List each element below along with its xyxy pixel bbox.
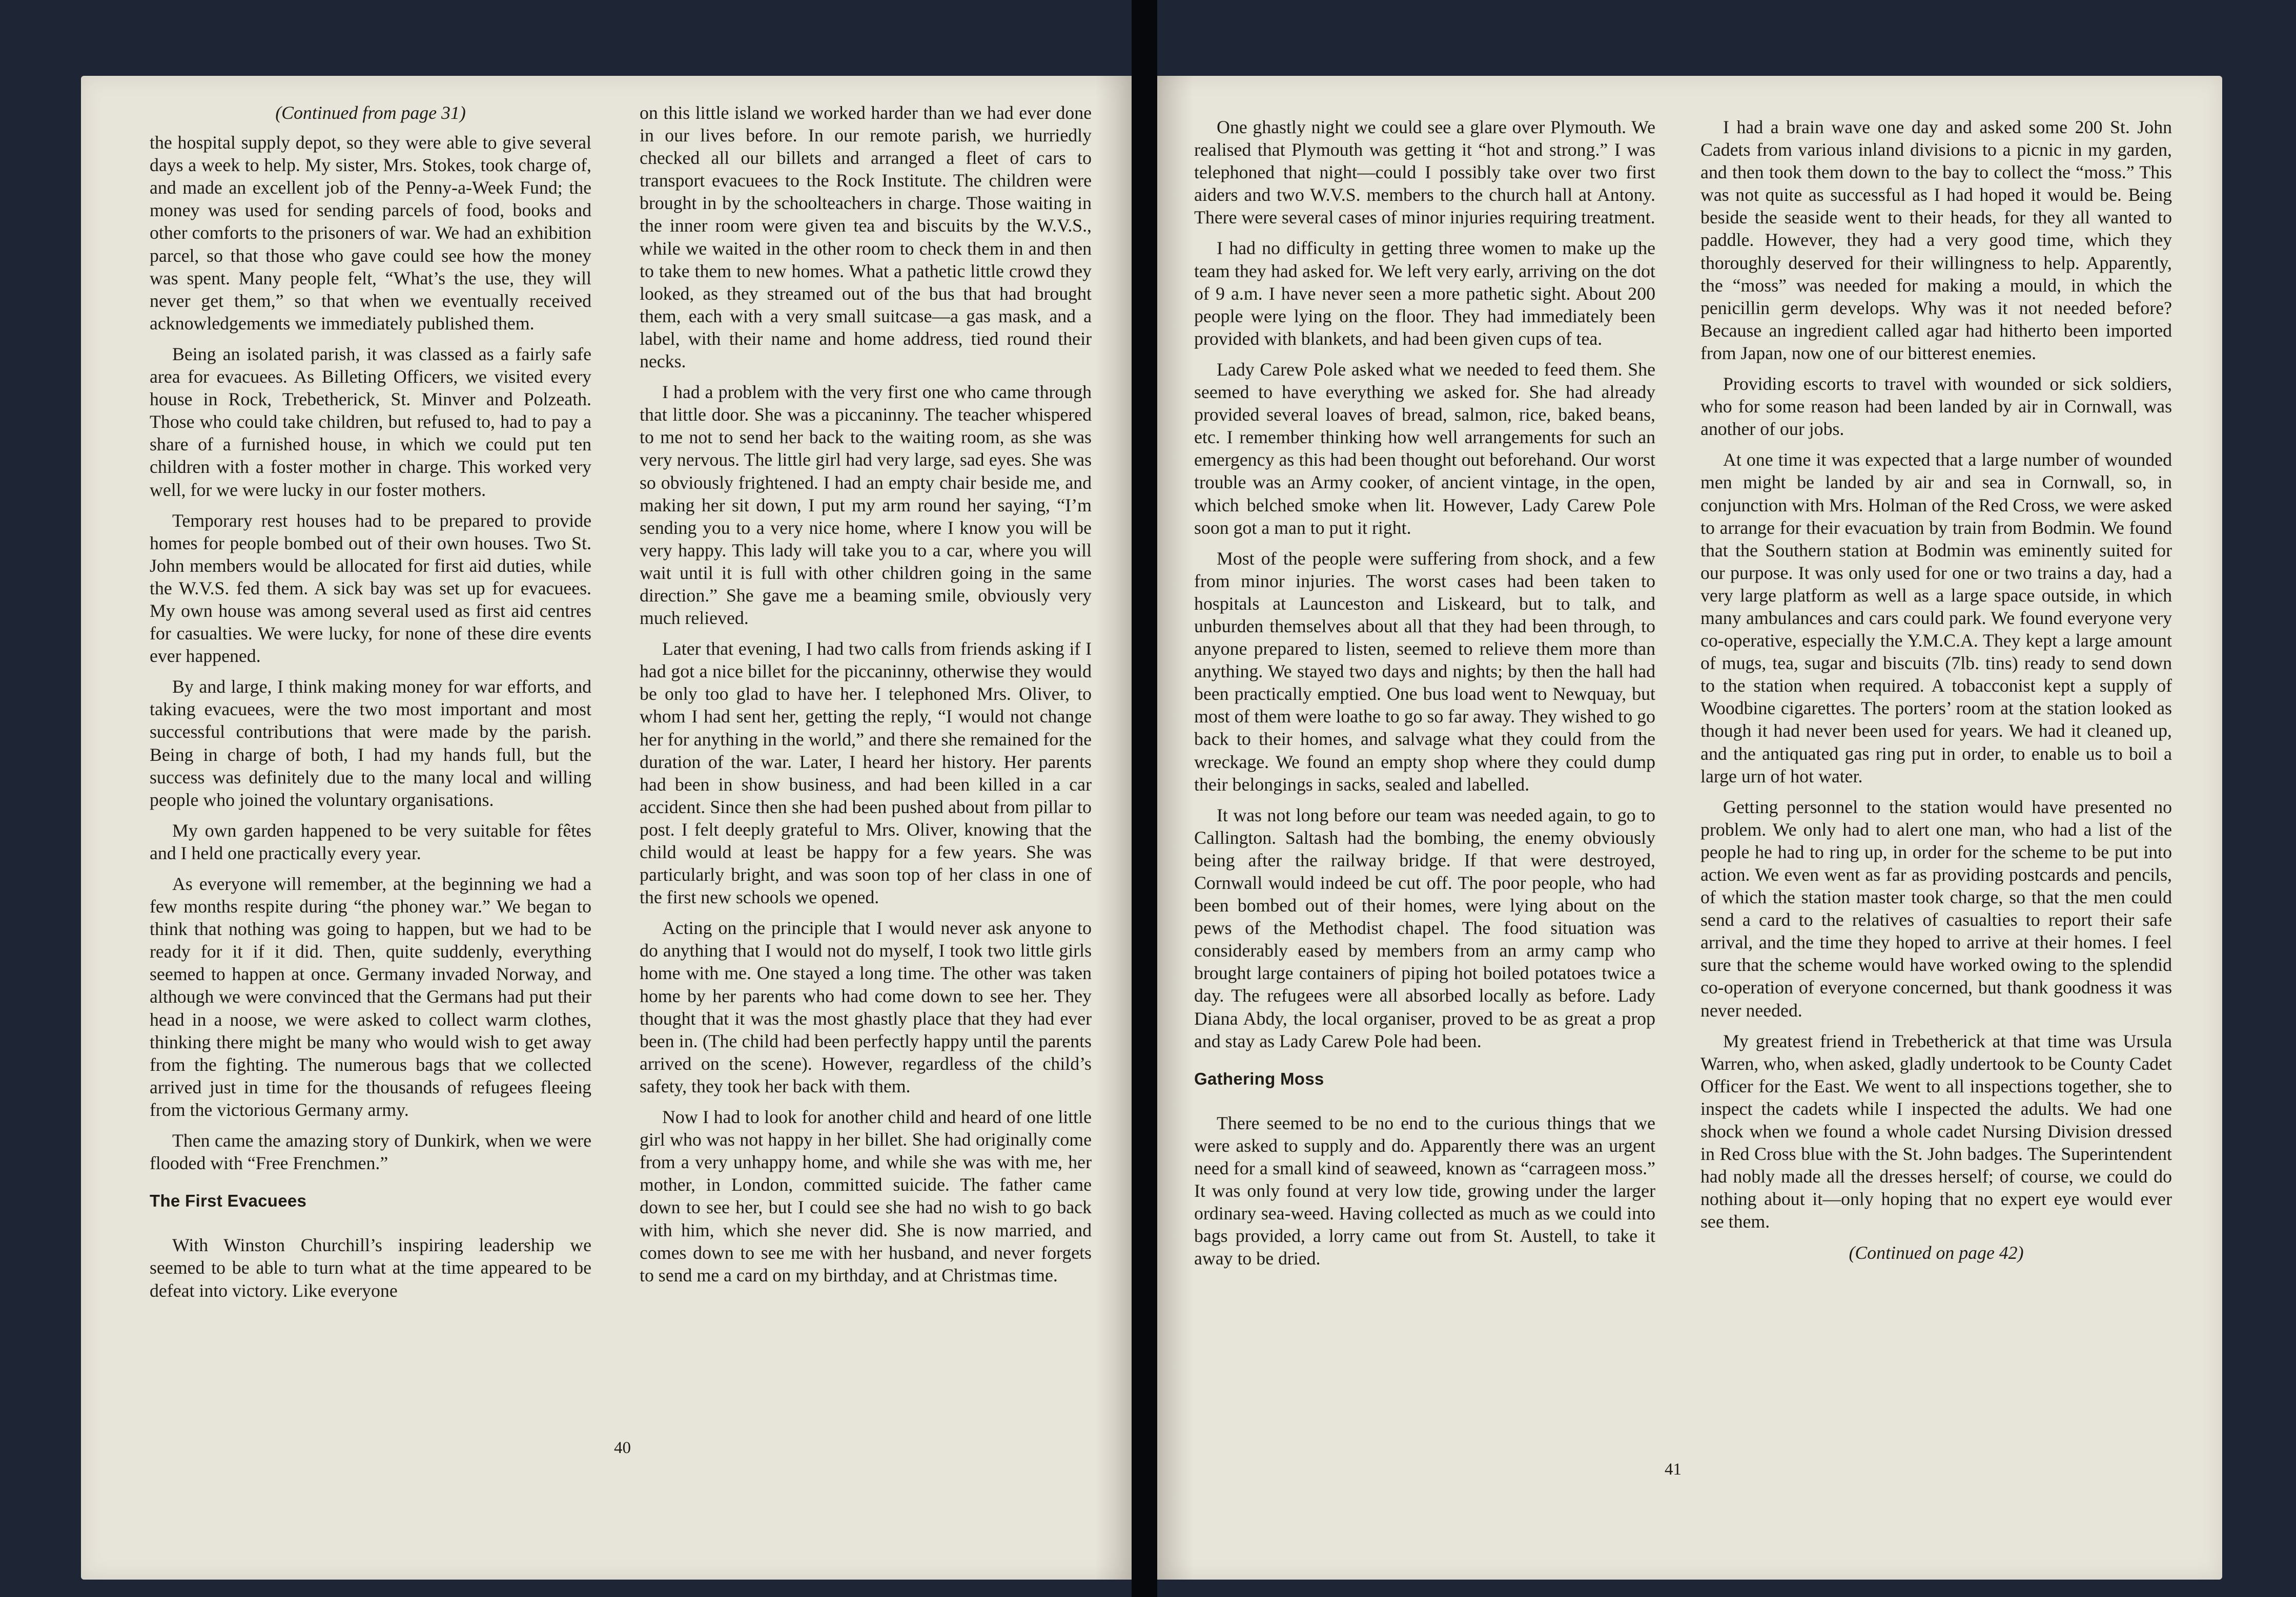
article-column-4 <box>1700 116 2172 1271</box>
paragraph: As everyone will remember, at the beginning we had a few months respite during “the phoney war.” We began to think that nothing was going to happen, but we had to be ready for it if it did. Then, quite suddenly, everything seemed to happen at once. Germany invaded Norway, and although we were convinced that the Germans had put their head in a noose, we were asked to collect warm clothes, thinking there might be many who would wish to get away from the fighting. The numerous bags that we collected arrived just in time for the thousands of refugees fleeing from the victorious Germany army. <box>150 874 591 1120</box>
section-heading: The First Evacuees <box>150 1191 307 1211</box>
gutter-shadow <box>1096 76 1132 1580</box>
paragraph: I had no difficulty in getting three women to make up the team they had asked for. We left very early, arriving on the dot of 9 a.m. I have never seen a more pathetic sight. About 200 people were lying on the floor. They had immediately been provided with blankets, and had been given cups of tea. <box>1194 238 1655 349</box>
paragraph: My greatest friend in Trebetherick at that time was Ursula Warren, who, when asked, gladly undertook to be County Cadet Officer for the East. We went to all inspections together, she to inspect the cadets while I inspected the adults. We had one shock when we found a whole cadet Nursing Division dressed in Red Cross blue with the St. John badges. The Superintendent had nobly made all the dresses herself; of course, we could do nothing about it—only hoping that no expert eye would ever see them. <box>1700 1030 2172 1232</box>
continued-from-note: (Continued from page 31) <box>275 102 466 123</box>
paragraph: I had a problem with the very first one who came through that little door. She was a piccaninny. The teacher whispered to me not to send her back to the waiting room, as she was very nervous. The little girl had very large, sad eyes. She was so obviously frightened. I had an empty chair beside me, and making her sit down, I put my arm round her saying, “I’m sending you to a very nice home, where I know you will be very happy. This lady will take you to a car, where you will wait until it is full with other children going in the same direction.” She gave me a beaming smile, obviously very much relieved. <box>640 382 1092 629</box>
paragraph: There seemed to be no end to the curious things that we were asked to supply and do. Apparently there was an urgent need for a small kind of seaweed, known as “carrageen moss.” It was only found at very low tide, growing under the larger ordinary sea-weed. Having collected as much as we could into bags provided, a lorry came out from St. Austell, to take it away to be dried. <box>1194 1112 1655 1269</box>
paragraph: Temporary rest houses had to be prepared to provide homes for people bombed out of their own houses. Two St. John members would be allocated for first aid duties, while the W.V.S. fed them. A sick bay was set up for evacuees. My own house was among several used as first aid centres for casualties. We were lucky, for none of these dire events ever happened. <box>150 510 591 667</box>
paragraph: Lady Carew Pole asked what we needed to feed them. She seemed to have everything we asked for. She had already provided several loaves of bread, salmon, rice, baked beans, etc. I remember thinking how well arrangements for such an emergency as this had been thought out beforehand. Our worst trouble was an Army cooker, of ancient vintage, in the open, which belched smoke when lit. However, Lady Carew Pole soon got a man to put it right. <box>1194 359 1655 538</box>
continued-on-note: (Continued on page 42) <box>1849 1242 2024 1263</box>
paragraph: With Winston Churchill’s inspiring leadership we seemed to be able to turn what at the time appeared to be defeat into victory. Like everyone <box>150 1235 591 1301</box>
article-column-3 <box>1194 116 1655 1278</box>
magazine-spine <box>1132 0 1157 1597</box>
section-heading: Gathering Moss <box>1194 1069 1324 1088</box>
article-column-2 <box>640 101 1092 1295</box>
paragraph: By and large, I think making money for war efforts, and taking evacuees, were the two most important and most successful contributions that were made by the parish. Being in charge of both, I had my hands full, but the success was definitely due to the many local and willing people who joined the voluntary organisations. <box>150 676 591 810</box>
paragraph: Acting on the principle that I would never ask anyone to do anything that I would not do myself, I took two little girls home with me. One stayed a long time. The other was taken home by her parents who had come down to see her. They thought that it was the most ghastly place that they had ever been in. (The child had been perfectly happy until the parents arrived on the scene). However, regardless of the child’s safety, they took her back with them. <box>640 918 1092 1096</box>
paragraph: Later that evening, I had two calls from friends asking if I had got a nice billet for the piccaninny, otherwise they would be only too glad to have her. I telephoned Mrs. Oliver, to whom I had sent her, getting the reply, “I would not change her for anything in the world,” and there she remained for the duration of the war. Later, I heard her history. Her parents had been in show business, and had been killed in a car accident. Since then she had been pushed about from pillar to post. I felt deeply grateful to Mrs. Oliver, knowing that the child would at least be happy for a few years. She was particularly bright, and was soon top of her class in one of the first new schools we opened. <box>640 638 1092 908</box>
page-number: 40 <box>614 1439 631 1457</box>
article-column-1 <box>150 101 591 1310</box>
paragraph: At one time it was expected that a large number of wounded men might be landed by air and sea in Cornwall, so, in conjunction with Mrs. Holman of the Red Cross, we were asked to arrange for their evacuation by train from Bodmin. We found that the Southern station at Bodmin was eminently suited for our purpose. It was only used for one or two trains a day, had a very large platform as well as a large space outside, in which many ambulances and cars could park. We found everyone very co-operative, especially the Y.M.C.A. They kept a large amount of mugs, tea, sugar and biscuits (7lb. tins) ready to send down to the station when required. A tobacconist kept a supply of Woodbine cigarettes. The porters’ room at the station looked as though it had never been used for years. We had it cleaned up, and the antiquated gas ring put in order, to enable us to boil a large urn of hot water. <box>1700 449 2172 786</box>
gutter-shadow <box>1157 76 1193 1580</box>
paragraph: on this little island we worked harder than we had ever done in our lives before. In our remote parish, we hurriedly checked all our billets and arranged a fleet of cars to transport evacuees to the Rock Institute. The children were brought in by the schoolteachers in charge. Those waiting in the inner room were given tea and biscuits by the W.V.S., while we waited in the other room to check them in and then to take them to new homes. What a pathetic little crowd they looked, as they streamed out of the bus that had brought them, each with a very small suitcase—a gas mask, and a label, with their name and home address, tied round their necks. <box>640 102 1092 372</box>
paragraph: Being an isolated parish, it was classed as a fairly safe area for evacuees. As Billeting Officers, we visited every house in Rock, Trebetherick, St. Minver and Polzeath. Those who could take children, but refused to, had to pay a share of a furnished house, in which we could put ten children with a foster mother in charge. This worked very well, for we were lucky in our foster mothers. <box>150 343 591 500</box>
paragraph: Now I had to look for another child and heard of one little girl who was not happy in her billet. She had originally come from a very unhappy home, and while she was with me, her mother, in London, committed suicide. The father came down to see her, but I could see she had no wish to go back with him, which she never did. She is now married, and comes down to see me with her husband, and never forgets to send me a card on my birthday, and at Christmas time. <box>640 1107 1092 1285</box>
page-number: 41 <box>1665 1460 1682 1479</box>
paragraph: I had a brain wave one day and asked some 200 St. John Cadets from various inland divisions to a picnic in my garden, and then took them down to the bay to collect the “moss.” This was not quite as successful as I had hoped it would be. Being beside the seaside went to their heads, for they all wanted to paddle. However, they had a very good time, which they thoroughly deserved for their willingness to help. Apparently, the “moss” was needed for making a mould, in which the penicillin germ develops. Why was it not needed before? Because an ingredient called agar had hitherto been imported from Japan, now one of our bitterest enemies. <box>1700 117 2172 363</box>
paragraph: Then came the amazing story of Dunkirk, when we were flooded with “Free Frenchmen.” <box>150 1130 591 1174</box>
paragraph: the hospital supply depot, so they were able to give several days a week to help. My sister, Mrs. Stokes, took charge of, and made an excellent job of the Penny-a-Week Fund; the money was used for sending parcels of food, books and other comforts to the prisoners of war. We had an exhibition parcel, so that those who gave could see how the money was spent. Many people felt, “What’s the use, they will never get them,” so that when we eventually received acknowledgements we immediately published them. <box>150 132 591 334</box>
paragraph: Providing escorts to travel with wounded or sick soldiers, who for some reason had been landed by air in Cornwall, was another of our jobs. <box>1700 374 2172 440</box>
paragraph: Getting personnel to the station would have presented no problem. We only had to alert one man, who had a list of the people he had to ring up, in order for the scheme to be put into action. We even went as far as providing postcards and pencils, of which the station master took charge, so that the men could send a card to the relatives of casualties to report their safe arrival, and the time they hoped to arrive at their homes. I feel sure that the scheme would have worked owing to the splendid co-operation of everyone concerned, but thank goodness it was never needed. <box>1700 796 2172 1021</box>
paragraph: It was not long before our team was needed again, to go to Callington. Saltash had the bombing, the enemy obviously being after the railway bridge. If that were destroyed, Cornwall would indeed be cut off. The poor people, who had been bombed out of their homes, were lying about on the pews of the Methodist chapel. The food situation was considerably eased by members from an army camp who brought large containers of piping hot boiled potatoes twice a day. The refugees were all absorbed locally as before. Lady Diana Abdy, the local organiser, proved to be as great a prop and stay as Lady Carew Pole had been. <box>1194 804 1655 1051</box>
paragraph: One ghastly night we could see a glare over Plymouth. We realised that Plymouth was getting it “hot and strong.” I was telephoned that night—could I possibly take over two first aiders and two W.V.S. members to the church hall at Antony. There were several cases of minor injuries requiring treatment. <box>1194 117 1655 228</box>
paragraph: Most of the people were suffering from shock, and a few from minor injuries. The worst cases had been taken to hospitals at Launceston and Liskeard, but to talk, and unburden themselves about all that they had been through, to anyone prepared to listen, seemed to relieve them more than anything. We stayed two days and nights; by then the hall had been practically emptied. One bus load went to Newquay, but most of them were loathe to go so far away. They wished to go back to their homes, and salvage what they could from the wreckage. We found an empty shop where they could dump their belongings in sacks, sealed and labelled. <box>1194 548 1655 795</box>
paragraph: My own garden happened to be very suitable for fêtes and I held one practically every year. <box>150 820 591 863</box>
